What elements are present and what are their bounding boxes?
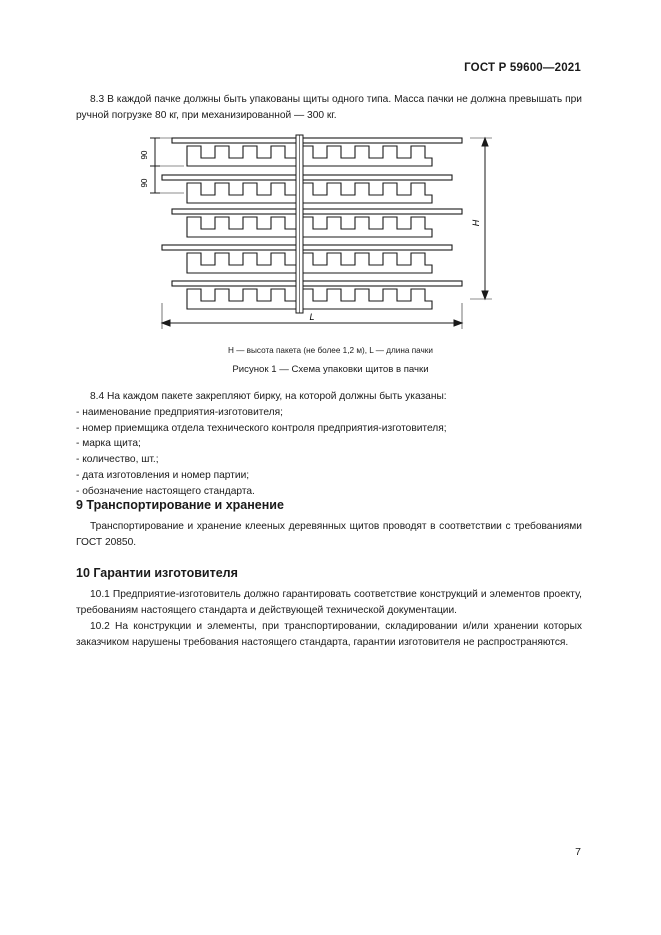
board-plank bbox=[172, 281, 462, 286]
board-plank bbox=[172, 209, 462, 214]
section-10-heading: 10 Гарантии изготовителя bbox=[76, 566, 238, 580]
list-item: - обозначение настоящего стандарта. bbox=[76, 485, 255, 497]
paragraph-10-2: 10.2 На конструкции и элементы, при транспортировании, складировании и/или хранении которых заказчиком нарушены требования настоящего стандарта, гарантии изготовителя не распространяются. bbox=[76, 621, 582, 648]
figure-legend: H — высота пакета (не более 1,2 м), L — длина пачки bbox=[228, 346, 433, 355]
board-profile bbox=[187, 253, 432, 273]
board-profile bbox=[187, 183, 432, 203]
standard-designation: ГОСТ Р 59600—2021 bbox=[464, 62, 581, 74]
list-item: - наименование предприятия-изготовителя; bbox=[76, 406, 283, 418]
dim-label-90-top: 90 bbox=[140, 150, 149, 160]
section-9-heading: 9 Транспортирование и хранение bbox=[76, 498, 284, 512]
list-item: - марка щита; bbox=[76, 438, 141, 450]
packing-scheme-figure bbox=[140, 133, 510, 333]
list-intro: 8.4 На каждом пакете закрепляют бирку, на которой должны быть указаны: bbox=[90, 391, 447, 402]
dim-label-h: H bbox=[471, 219, 481, 227]
list-item: - дата изготовления и номер партии; bbox=[76, 469, 250, 481]
board-profile bbox=[187, 217, 432, 237]
figure-caption: Рисунок 1 — Схема упаковки щитов в пачки bbox=[232, 364, 429, 375]
board-profile bbox=[187, 146, 432, 166]
section-9-text: Транспортирование и хранение клееных деревянных щитов проводят в соответствии с требованиями ГОСТ 20850. bbox=[76, 521, 582, 548]
dim-label-90-second: 90 bbox=[140, 178, 149, 188]
board-plank bbox=[162, 175, 452, 180]
dim-label-l: L bbox=[309, 312, 315, 322]
board-plank bbox=[172, 138, 462, 143]
paragraph-8-3: 8.3 В каждой пачке должны быть упакованы щиты одного типа. Масса пачки не должна превышать при ручной погрузке 80 кг, при механизированной — 300 кг. bbox=[76, 94, 582, 121]
page-number: 7 bbox=[575, 846, 581, 858]
list-item: - количество, шт.; bbox=[76, 454, 159, 466]
paragraph-10-1: 10.1 Предприятие-изготовитель должно гарантировать соответствие конструкций и элементов проекту, требованиям настоящего стандарта и действующей технической документации. bbox=[76, 589, 582, 616]
tag-requirements-list bbox=[76, 389, 582, 500]
board-profile bbox=[187, 289, 432, 309]
board-plank bbox=[162, 245, 452, 250]
list-item: - номер приемщика отдела технического контроля предприятия-изготовителя; bbox=[76, 422, 447, 434]
